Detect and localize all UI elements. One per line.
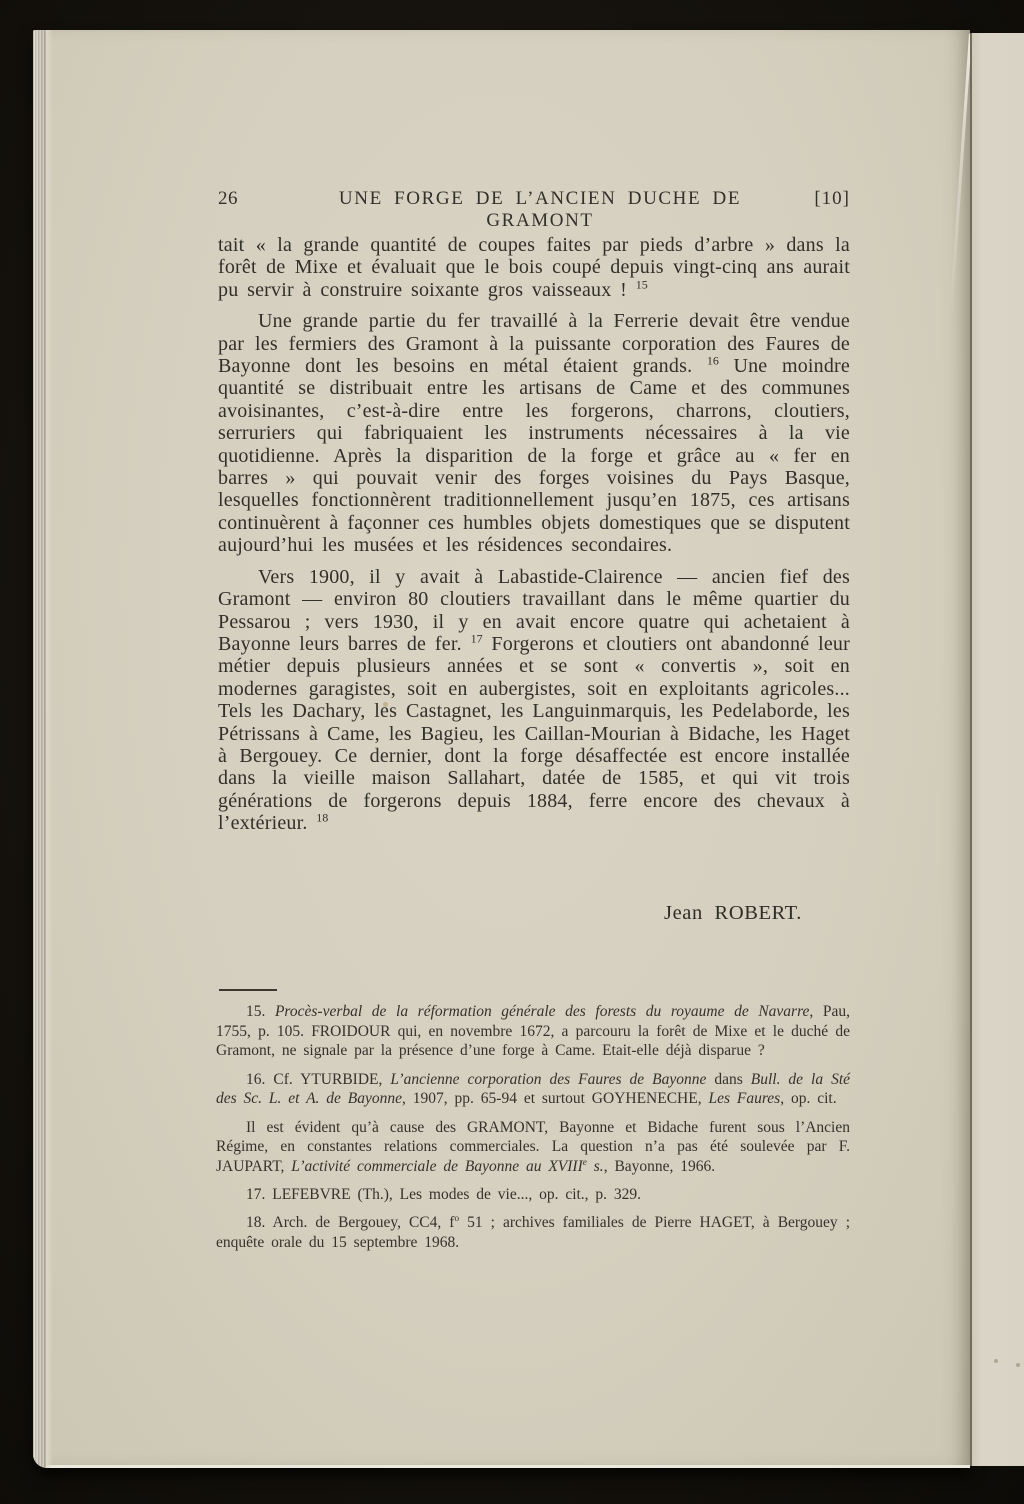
- text-segment: Une moindre quantité se distribuait entre les artisans de Came et des communes avoisinantes, c’est-à-dire entre les forgerons, charrons, cloutiers, serruriers qui fabriquaient les instruments nécessaires à la vie quotidienne. Après la disparition de la forge et grâce au « fer en barres » qui pouvait venir des forges voisines du Pays Basque, lesquelles fonctionnèrent traditionnellement jusqu’en 1875, ces artisans continuèrent à façonner ces humbles objets domestiques que se disputent aujourd’hui les musées et les résidences secondaires.: [218, 355, 850, 557]
- text-segment: Bull. de la Sté des Sc. L. et A. de Bayonne: [216, 1070, 851, 1108]
- text-segment: 16. Cf. YTURBIDE,: [246, 1070, 391, 1088]
- text-segment: 18. Arch. de Bergouey, CC4, f: [246, 1214, 455, 1232]
- page-fold-crease: [949, 34, 972, 314]
- text-segment: s.: [586, 1157, 604, 1175]
- text-segment: Forgerons et cloutiers ont abandonné leur métier depuis plusieurs années et se sont « convertis », soit en modernes garagistes, soit en aubergistes, soit en exploitants agricoles... Tels les Dachary, les Castagnet, les Languinmarquis, les Pedelaborde, les Pétrissans à Came, les Bagieu, les Caillan-Mourian à Bidache, les Haget à Bergouey. Ce dernier, dont la forge désaffectée est encore installée dans la vieille maison Sallahart, datée de 1585, et qui vit trois générations de forgerons depuis 1884, ferre encore des chevaux à l’extérieur.: [218, 632, 850, 835]
- text-segment: L’activité commerciale de Bayonne au XVIII: [291, 1157, 583, 1175]
- page-number: 26: [218, 188, 238, 209]
- paragraph: [218, 234, 850, 301]
- footnote-item: [216, 1213, 850, 1252]
- text-segment: Pau, 1755, p. 105. FROIDOUR qui, en novembre 1672, a parcouru la forêt de Mixe et le duché de Gramont, ne signale par la présence d’une forge à Came. Etait-elle déjà disparue ?: [216, 1003, 850, 1060]
- page-header: [218, 188, 850, 232]
- text-segment: Procès-verbal de la réformation générale des forests du royaume de Navarre,: [274, 1003, 814, 1020]
- text-segment: tait « la grande quantité de coupes faites par pieds d’arbre » dans la forêt de Mixe et évaluait que le bois coupé depuis vingt-cinq ans aurait pu servir à construire soixante gros vaisseaux !: [218, 234, 850, 301]
- text-segment: , Bayonne, 1966.: [603, 1157, 716, 1175]
- text-segment: Les Faures: [708, 1090, 781, 1108]
- author-signature: Jean ROBERT.: [664, 902, 802, 924]
- book-page: [33, 30, 970, 1468]
- text-segment: , 1907, pp. 65-94 et surtout GOYHENECHE,: [402, 1090, 709, 1108]
- footnote-item: [216, 1185, 850, 1205]
- paper-speck: [383, 702, 388, 707]
- footnotes: [216, 1002, 850, 1261]
- text-segment: dans: [706, 1070, 751, 1088]
- text-segment: 51 ; archives familiales de Pierre HAGET, à Bergouey ; enquête orale du 15 septembre 1968.: [216, 1214, 851, 1252]
- paragraph: [218, 566, 850, 835]
- footnote-item: [216, 1118, 850, 1177]
- text-segment: 15.: [246, 1003, 275, 1020]
- text-segment: , op. cit.: [780, 1090, 837, 1108]
- footnote-rule: [219, 989, 277, 991]
- footnote-reference: 15: [635, 277, 648, 292]
- running-title: UNE FORGE DE L’ANCIEN DUCHE DE GRAMONT: [338, 188, 742, 231]
- page-edge-stack: [33, 30, 59, 1468]
- article-number: [10]: [814, 188, 850, 209]
- text-segment: Une grande partie du fer travaillé à la Ferrerie devait être vendue par les fermiers des Gramont à la puissante corporation des Faures de Bayonne dont les besoins en métal étaient grands.: [218, 310, 850, 378]
- footnote-item: [216, 1002, 850, 1061]
- body-text: [218, 234, 850, 835]
- text-segment: Vers 1900, il y avait à Labastide-Clairence — ancien fief des Gramont — environ 80 cloutiers travaillant dans le même quartier du Pessarou ; vers 1930, il y en avait encore quatre qui achetaient à Bayonne leurs barres de fer.: [218, 565, 850, 655]
- footnote-reference: o: [454, 1214, 460, 1225]
- footnote-reference: 16: [706, 353, 719, 368]
- text-segment: 17. LEFEBVRE (Th.), Les modes de vie..., op. cit., p. 329.: [246, 1186, 642, 1204]
- text-segment: L’ancienne corporation des Faures de Bayonne: [390, 1070, 707, 1088]
- text-segment: Il est évident qu’à cause des GRAMONT, Bayonne et Bidache furent sous l’Ancien Régime, en constantes relations commerciales. La question n’a pas été soulevée par F. JAUPART,: [216, 1118, 850, 1175]
- footnote-reference: 18: [316, 810, 329, 825]
- paragraph: [218, 310, 850, 556]
- footnote-reference: e: [582, 1157, 587, 1168]
- footnote-item: [216, 1070, 850, 1109]
- footnote-reference: 17: [470, 631, 483, 646]
- paper-speck: [1016, 1363, 1020, 1367]
- paper-speck: [994, 1359, 998, 1363]
- next-page-edge: [970, 33, 1024, 1466]
